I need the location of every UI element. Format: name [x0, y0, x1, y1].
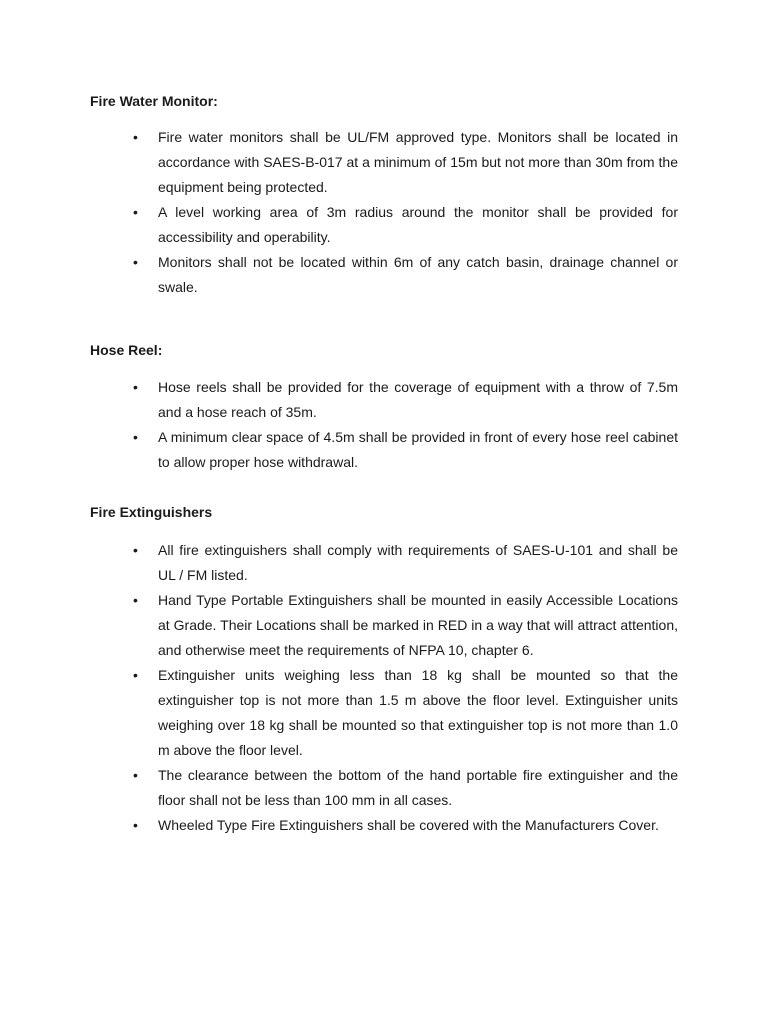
- list-item: • Monitors shall not be located within 6m of any catch basin, drainage channel or swale.: [0, 250, 678, 300]
- list-item: • Hand Type Portable Extinguishers shall be mounted in easily Accessible Locations at Grade. Their Locations shall be marked in RED in a way that will attract attention, and otherwise meet the requirements of NFPA 10, chapter 6.: [0, 588, 678, 663]
- bullet-icon: •: [133, 129, 138, 145]
- hose-reel-list: [0, 375, 768, 475]
- list-item: • Fire water monitors shall be UL/FM approved type. Monitors shall be located in accordance with SAES-B-017 at a minimum of 15m but not more than 30m from the equipment being protected.: [0, 125, 678, 200]
- bullet-icon: •: [133, 542, 138, 558]
- list-item: • A level working area of 3m radius around the monitor shall be provided for accessibility and operability.: [0, 200, 678, 250]
- bullet-icon: •: [133, 667, 138, 683]
- section-heading-hose-reel: Hose Reel:: [90, 342, 163, 358]
- list-item: • All fire extinguishers shall comply with requirements of SAES-U-101 and shall be UL / FM listed.: [0, 538, 678, 588]
- list-item: • Wheeled Type Fire Extinguishers shall be covered with the Manufacturers Cover.: [0, 813, 678, 838]
- fire-water-monitor-list: [0, 125, 768, 300]
- list-item: • Extinguisher units weighing less than 18 kg shall be mounted so that the extinguisher top is not more than 1.5 m above the floor level. Extinguisher units weighing over 18 kg shall be mounted so that extinguisher top is not more than 1.0 m above the floor level.: [0, 663, 678, 763]
- list-item: • The clearance between the bottom of the hand portable fire extinguisher and the floor shall not be less than 100 mm in all cases.: [0, 763, 678, 813]
- bullet-icon: •: [133, 254, 138, 270]
- list-item: • A minimum clear space of 4.5m shall be provided in front of every hose reel cabinet to allow proper hose withdrawal.: [0, 425, 678, 475]
- bullet-icon: •: [133, 592, 138, 608]
- list-item: • Hose reels shall be provided for the coverage of equipment with a throw of 7.5m and a hose reach of 35m.: [0, 375, 678, 425]
- bullet-icon: •: [133, 204, 138, 220]
- fire-extinguishers-list: [0, 538, 768, 838]
- bullet-icon: •: [133, 429, 138, 445]
- bullet-icon: •: [133, 767, 138, 783]
- section-heading-fire-extinguishers: Fire Extinguishers: [90, 504, 213, 520]
- bullet-icon: •: [133, 817, 138, 833]
- bullet-icon: •: [133, 379, 138, 395]
- section-heading-fire-water-monitor: Fire Water Monitor:: [90, 93, 218, 109]
